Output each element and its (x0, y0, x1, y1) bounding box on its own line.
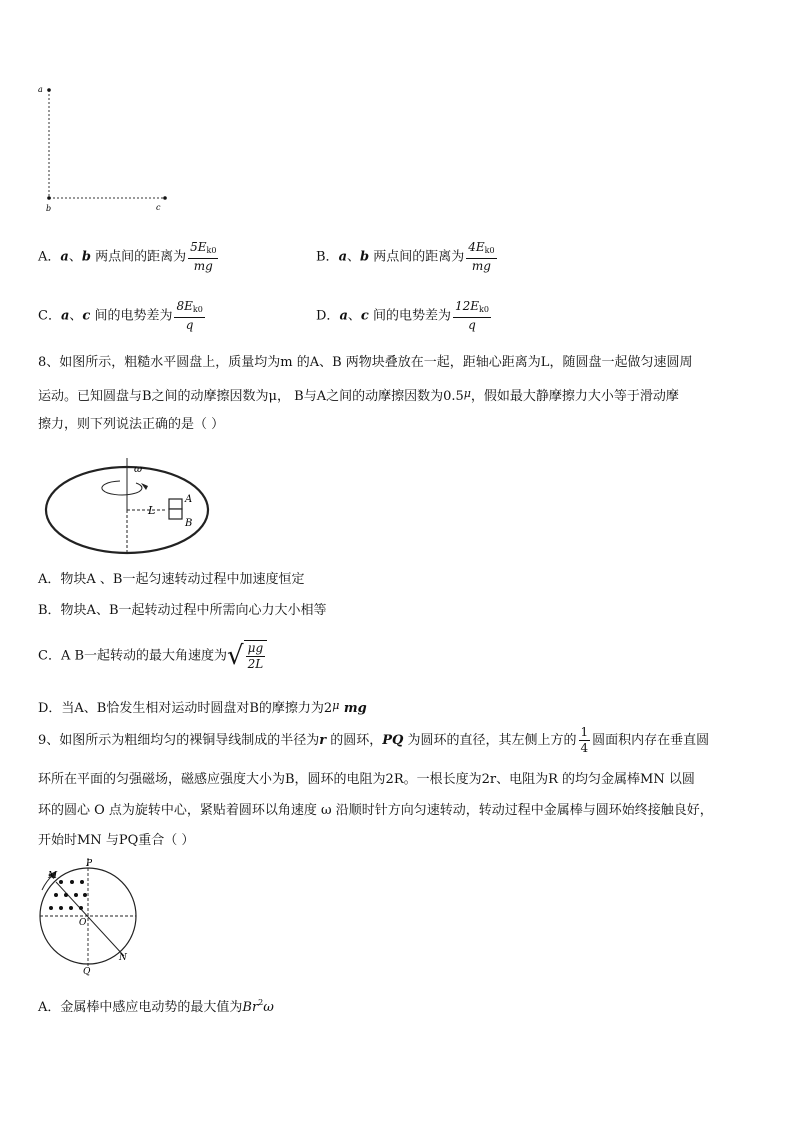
magnetic-field-dots (49, 880, 87, 910)
point-c (163, 196, 167, 200)
q8-option-a: A．物块A 、B一起匀速转动过程中加速度恒定 (38, 572, 305, 587)
point-a (47, 88, 51, 92)
O-label: O (79, 918, 87, 928)
q7-option-b: B．a、b 两点间的距离为 $\frac{4E_{k0}}{mg}$ (316, 240, 495, 273)
label-c: c (156, 203, 161, 212)
q8-stem-line2: 运动。已知圆盘与B之间的动摩擦因数为μ， B与A之间的动摩擦因数为$0.5^\mu$，假如最大静摩擦力大小等于滑动摩 (38, 387, 679, 404)
label-b: b (46, 204, 52, 213)
q8-option-d: D．当A、B恰发生相对运动时圆盘对B的摩擦力为$2^\mu$ mg (38, 699, 367, 716)
point-b (47, 196, 51, 200)
q9-stem-line4: 开始时MN 与PQ重合（ ） (38, 833, 195, 848)
block-A (169, 499, 182, 509)
q8-option-b: B．物块A、B一起转动过程中所需向心力大小相等 (38, 603, 327, 618)
P-label: P (86, 859, 93, 869)
q7-option-a: A．a、b 两点间的距离为 $\frac{5E_{k0}}{mg}$ (38, 240, 217, 273)
block-B (169, 509, 182, 519)
q8-stem-line1: 8、如图所示，粗糙水平圆盘上，质量均为m 的A、B 两物块叠放在一起，距轴心距离为L，随圆盘一起做匀速圆周 (38, 355, 693, 370)
q9-stem-line3: 环的圆心 O 点为旋转中心，紧贴着圆环以角速度 ω 沿顺时针方向匀速转动，转动过程中金属棒与圆环始终接触良好， (38, 803, 713, 818)
q9-option-a: A．金属棒中感应电动势的最大值为Br$^2$ω (38, 998, 274, 1015)
q7-option-c: C．a、c 间的电势差为 $\frac{8E_{k0}}{q}$ (38, 299, 203, 332)
B-label: B (185, 518, 193, 529)
abc-diagram (30, 80, 180, 220)
ring-diagram (36, 856, 176, 978)
Q-label: Q (83, 967, 91, 977)
omega-label: ω (134, 464, 143, 475)
q8-option-c: C．A B一起转动的最大角速度为√ $\frac{\mu g}{2L}$ (38, 640, 267, 672)
L-label: L (148, 504, 156, 517)
q9-stem-line1: 9、如图所示为粗细均匀的裸铜导线制成的半径为r 的圆环，PQ 为圆环的直径，其左侧上方的 $\frac{1}{4}$ 圆面积内存在垂直圆 (38, 725, 710, 755)
q7-option-d: D．a、c 间的电势差为 $\frac{12E_{k0}}{q}$ (316, 299, 489, 332)
A-label: A (185, 494, 193, 505)
label-a: a (38, 85, 43, 94)
q8-stem-line3: 擦力，则下列说法正确的是（ ） (38, 417, 225, 432)
q9-stem-line2: 环所在平面的匀强磁场，磁感应强度大小为B，圆环的电阻为2R。一根长度为2r、电阻为R 的均匀金属棒MN 以圆 (38, 772, 695, 787)
N-label: N (119, 953, 127, 963)
M-label: M (48, 871, 58, 881)
rotation-arrow (102, 481, 142, 495)
rotating-disk-diagram (40, 450, 220, 560)
